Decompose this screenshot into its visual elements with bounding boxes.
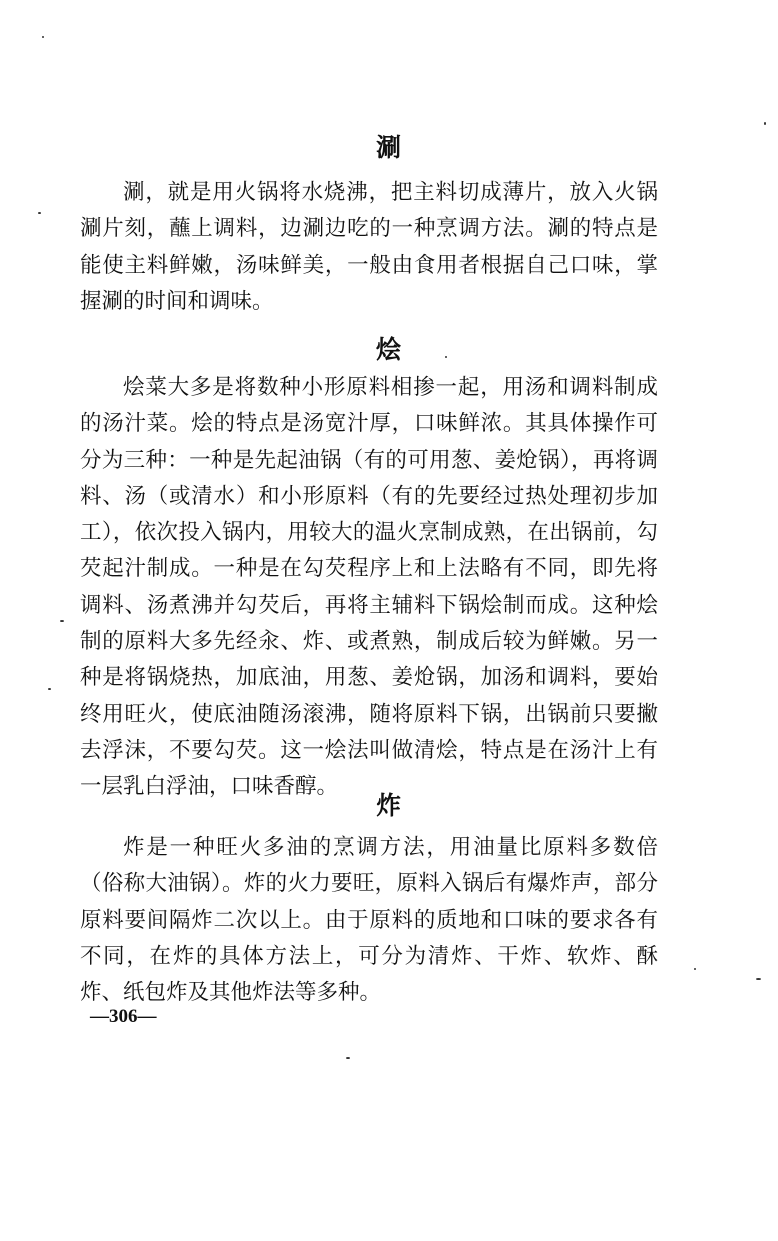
scan-speck: [42, 36, 44, 38]
scan-speck: [756, 978, 761, 980]
scan-speck: [60, 620, 64, 622]
section-paragraph-shuan: 涮，就是用火锅将水烧沸，把主料切成薄片，放入火锅涮片刻，蘸上调料，边涮边吃的一种烹调方法。涮的特点是能使主料鲜嫩，汤味鲜美，一般由食用者根据自己口味，掌握涮的时间和调味。: [80, 180, 658, 314]
scan-speck: [445, 356, 447, 358]
scan-speck: [38, 212, 41, 214]
section-heading-hui: 烩: [375, 335, 402, 364]
page-number: —306—: [90, 1006, 157, 1027]
section-paragraph-zha: 炸是一种旺火多油的烹调方法，用油量比原料多数倍（俗称大油锅）。炸的火力要旺，原料入锅后有爆炸声，部分原料要间隔炸二次以上。由于原料的质地和口味的要求各有不同，在炸的具体方法上，可分为清炸、干炸、软炸、酥炸、纸包炸及其他炸法等多种。: [80, 835, 658, 1006]
section-paragraph-hui: 烩菜大多是将数种小形原料相掺一起，用汤和调料制成的汤汁菜。烩的特点是汤宽汁厚，口味鲜浓。其具体操作可分为三种：一种是先起油锅（有的可用葱、姜炝锅），再将调料、汤（或清水）和小形原料（有的先要经过热处理初步加工），依次投入锅内，用较大的温火烹制成熟，在出锅前，勾芡起汁制成。一种是在勾芡程序上和上法略有不同，即先将调料、汤煮沸并勾芡后，再将主辅料下锅烩制而成。这种烩制的原料大多先经汆、炸、或煮熟，制成后较为鲜嫩。另一种是将锅烧热，加底油，用葱、姜炝锅，加汤和调料，要始终用旺火，使底油随汤滚沸，随将原料下锅，出锅前只要撇去浮沫，不要勾芡。这一烩法叫做清烩，特点是在汤汁上有一层乳白浮油，口味香醇。: [80, 375, 658, 800]
scan-speck: [694, 968, 696, 970]
section-heading-shuan: 涮: [375, 133, 402, 162]
scan-speck: [346, 1057, 350, 1059]
scan-speck: [48, 688, 51, 690]
scan-speck: [764, 122, 766, 125]
section-heading-zha: 炸: [375, 791, 402, 820]
